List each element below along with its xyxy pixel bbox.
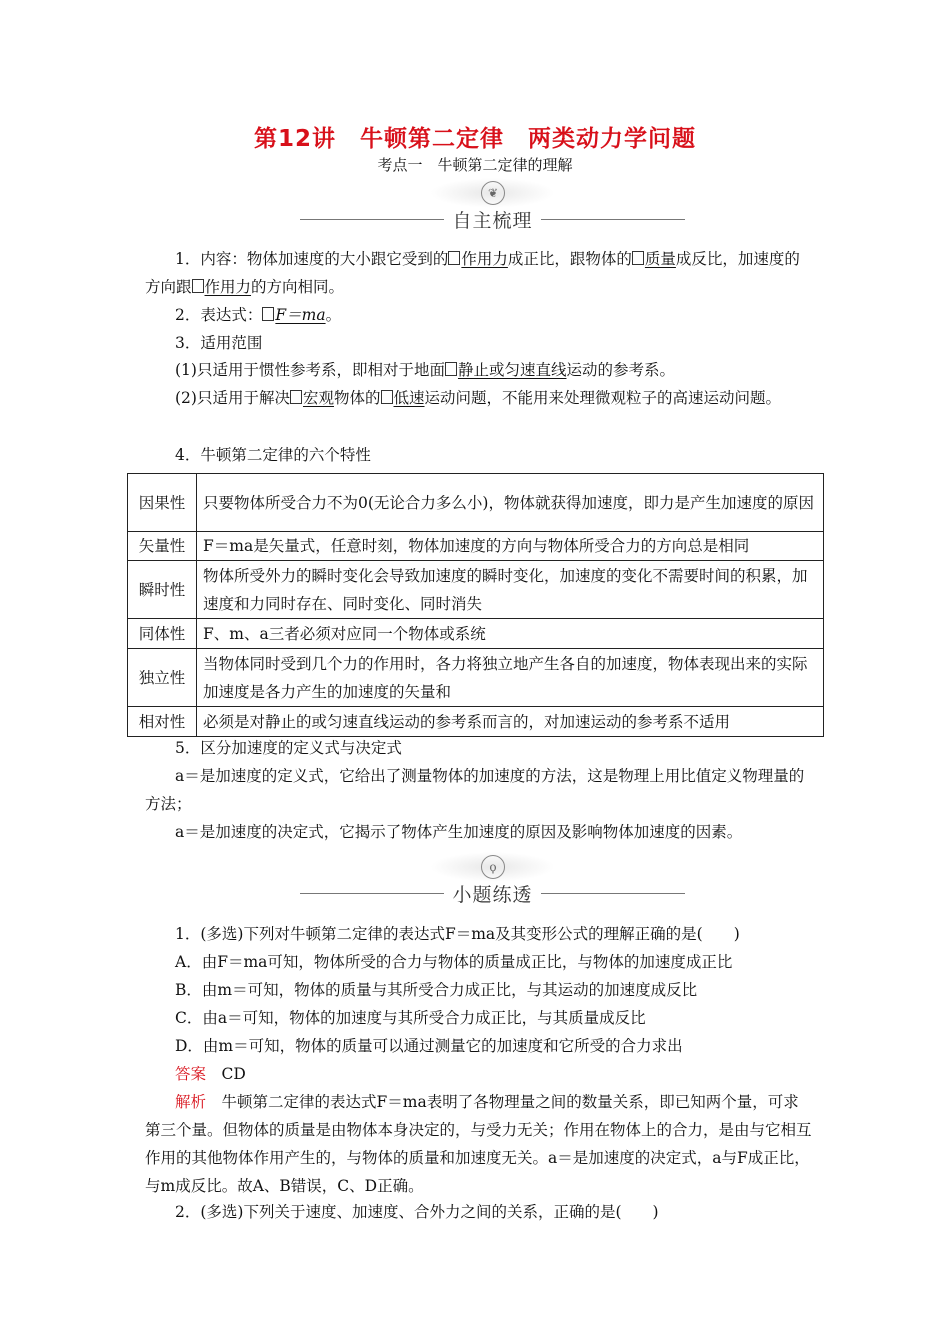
paragraph-formula: 2．表达式： F＝ma。	[175, 306, 342, 324]
bulb-icon: ϙ	[481, 855, 505, 879]
practice-banner	[300, 852, 685, 908]
leaf-icon: ❦	[481, 181, 505, 205]
table-row: 相对性 必须是对静止的或匀速直线运动的参考系而言的，对加速运动的参考系不适用	[128, 707, 824, 737]
table-row: 同体性 F、m、a三者必须对应同一个物体或系统	[128, 619, 824, 649]
paragraph-definition: a＝是加速度的定义式，它给出了测量物体的加速度的方法，这是物理上用比值定义物理量的方法；	[145, 767, 805, 813]
table-row: 矢量性 F＝ma是矢量式，任意时刻，物体加速度的方向与物体所受合力的方向总是相同	[128, 532, 824, 561]
lesson-title: 第12讲 牛顿第二定律 两类动力学问题	[253, 126, 696, 152]
question-1-analysis: 解析 牛顿第二定律的表达式F＝ma表明了各物理量之间的数量关系，即已知两个量，可求第三个量。但物体的质量是由物体本身决定的，与受力无关；作用在物体上的合力，是由与它相互作用的其他物体作用产生的，与物体的质量和加速度无关。a＝是加速度的决定式，a与F成正比，与m成反比。故A、B错误，C、D正确。	[145, 1093, 812, 1195]
paragraph-determination: a＝是加速度的决定式，它揭示了物体产生加速度的原因及影响物体加速度的因素。	[175, 823, 743, 841]
table-row: 瞬时性 物体所受外力的瞬时变化会导致加速度的瞬时变化，加速度的变化不需要时间的积累，加速度和力同时存在、同时变化、同时消失	[128, 561, 824, 619]
table-row: 因果性 只要物体所受合力不为0(无论合力多么小)，物体就获得加速度，即力是产生加速度的原因	[128, 474, 824, 532]
question-1-stem: 1．(多选)下列对牛顿第二定律的表达式F＝ma及其变形公式的理解正确的是( )	[175, 925, 740, 943]
section-subtitle: 考点一 牛顿第二定律的理解	[377, 156, 573, 174]
banner-label: 小题练透	[444, 884, 540, 906]
paragraph-scope-2: (2)只适用于解决 宏观物体的 低速运动问题，不能用来处理微观粒子的高速运动问题。	[175, 389, 782, 407]
question-1-option-d: D．由m＝可知，物体的质量可以通过测量它的加速度和它所受的合力求出	[175, 1037, 683, 1055]
question-1-option-c: C．由a＝可知，物体的加速度与其所受合力成正比，与其质量成反比	[175, 1009, 646, 1027]
question-2-stem: 2．(多选)下列关于速度、加速度、合外力之间的关系，正确的是( )	[175, 1203, 659, 1221]
question-1-option-b: B．由m＝可知，物体的质量与其所受合力成正比，与其运动的加速度成反比	[175, 981, 698, 999]
question-1-answer: 答案 CD	[175, 1065, 246, 1083]
self-study-banner	[300, 178, 685, 234]
paragraph-scope: 3．适用范围	[175, 334, 263, 352]
table-row: 独立性 当物体同时受到几个力的作用时，各力将独立地产生各自的加速度，物体表现出来的实际加速度是各力产生的加速度的矢量和	[128, 649, 824, 707]
paragraph-properties: 4．牛顿第二定律的六个特性	[175, 446, 371, 464]
properties-table	[127, 473, 824, 737]
question-1-option-a: A．由F＝ma可知，物体所受的合力与物体的质量成正比，与物体的加速度成正比	[175, 953, 733, 971]
banner-label: 自主梳理	[444, 210, 540, 232]
paragraph-distinguish: 5．区分加速度的定义式与决定式	[175, 739, 402, 757]
paragraph-content: 1．内容：物体加速度的大小跟它受到的 作用力成正比，跟物体的 质量成反比，加速度的方向跟 作用力的方向相同。	[145, 250, 800, 296]
paragraph-scope-1: (1)只适用于惯性参考系，即相对于地面 静止或匀速直线运动的参考系。	[175, 361, 675, 379]
